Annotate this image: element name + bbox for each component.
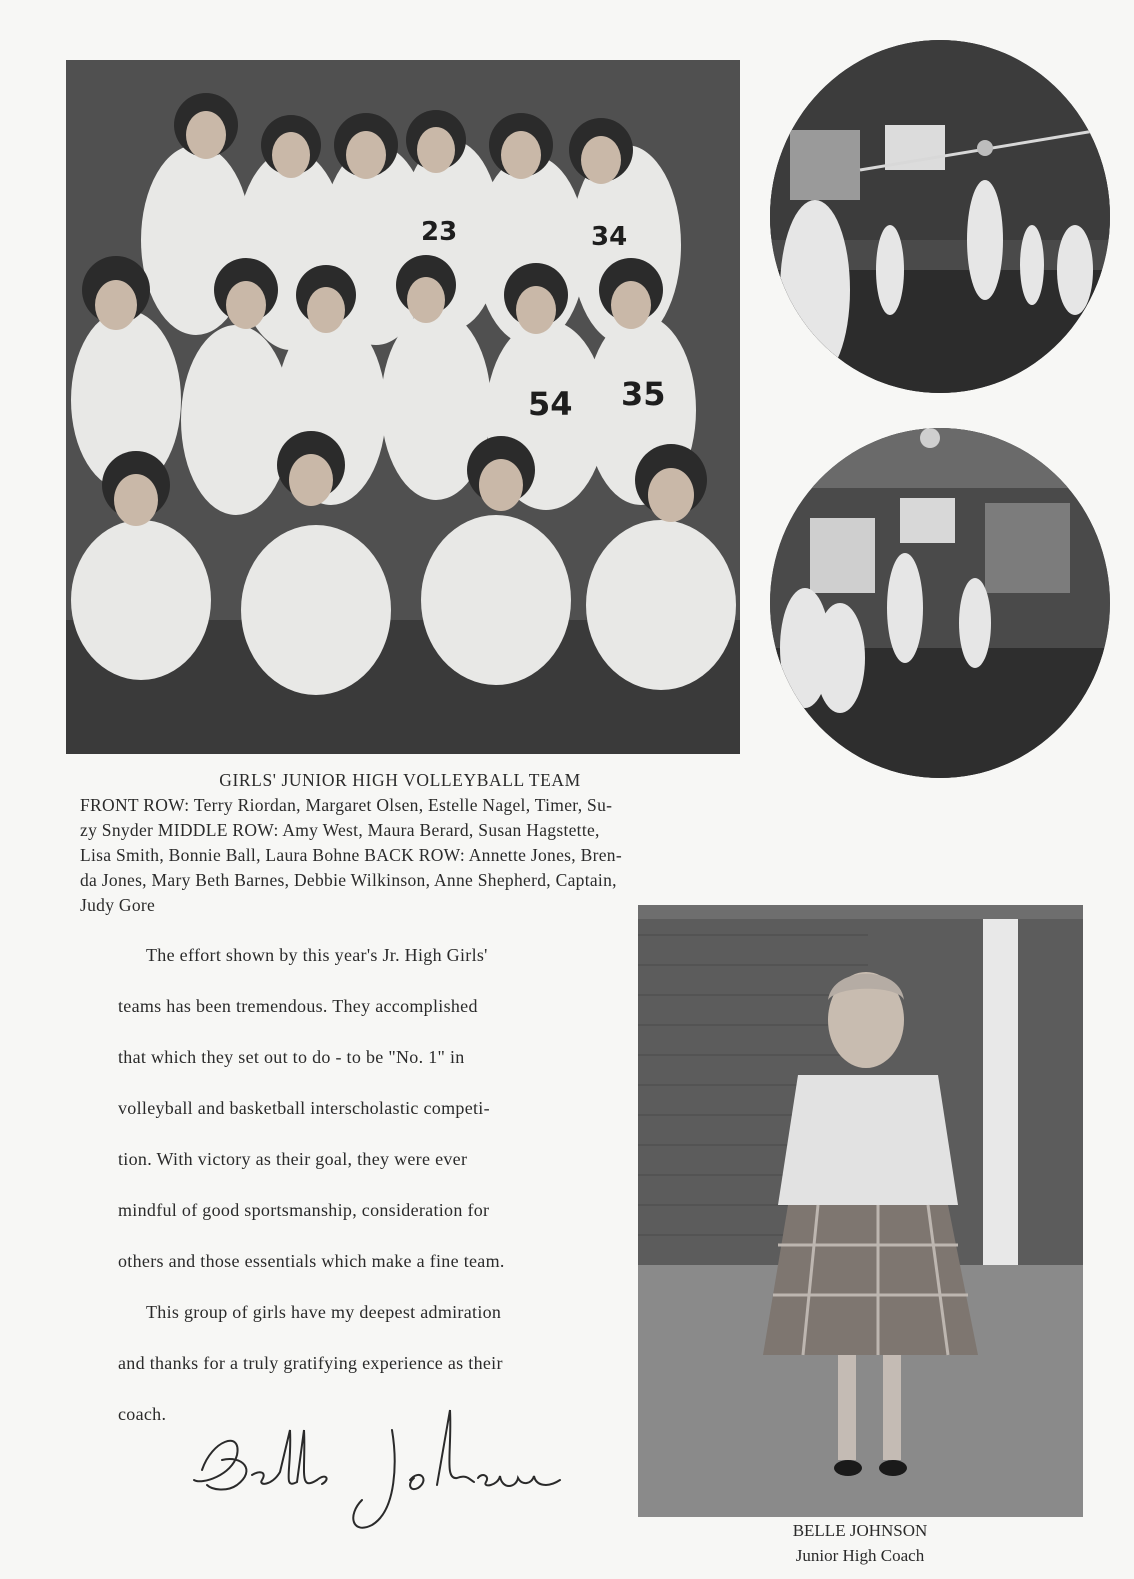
letter-line: teams has been tremendous. They accomplished: [118, 996, 478, 1016]
coach-caption: [760, 1518, 960, 1568]
caption-line: zy Snyder MIDDLE ROW: Amy West, Maura Berard, Susan Hagstette,: [80, 820, 600, 840]
letter-line: others and those essentials which make a fine team.: [118, 1251, 505, 1271]
svg-text:23: 23: [421, 217, 458, 247]
caption-line: Lisa Smith, Bonnie Ball, Laura Bohne BACK ROW: Annette Jones, Bren-: [80, 845, 622, 865]
svg-text:54: 54: [528, 385, 573, 423]
letter-line: tion. With victory as their goal, they were ever: [118, 1149, 468, 1169]
handwritten-signature: [182, 1400, 582, 1540]
letter-line: This group of girls have my deepest admiration: [146, 1302, 502, 1322]
action-photo-1: [770, 40, 1110, 393]
letter-line: volleyball and basketball interscholastic competi-: [118, 1098, 490, 1118]
caption-title: GIRLS' JUNIOR HIGH VOLLEYBALL TEAM: [219, 770, 581, 790]
coach-photo: [638, 905, 1083, 1517]
coach-title: Junior High Coach: [795, 1546, 925, 1565]
letter-line: coach.: [118, 1404, 167, 1424]
svg-text:34: 34: [591, 222, 628, 252]
caption-line: Judy Gore: [80, 895, 156, 915]
caption-line: da Jones, Mary Beth Barnes, Debbie Wilkinson, Anne Shepherd, Captain,: [80, 870, 617, 890]
svg-text:35: 35: [621, 375, 666, 413]
letter-line: mindful of good sportsmanship, consideration for: [118, 1200, 490, 1220]
letter-line: and thanks for a truly gratifying experience as their: [118, 1353, 503, 1373]
coach-name: BELLE JOHNSON: [792, 1521, 928, 1540]
letter-line: that which they set out to do - to be "No. 1" in: [118, 1047, 465, 1067]
team-photo: [66, 60, 740, 754]
letter-line: The effort shown by this year's Jr. High Girls': [146, 945, 488, 965]
team-caption: [80, 768, 720, 918]
caption-line: FRONT ROW: Terry Riordan, Margaret Olsen, Estelle Nagel, Timer, Su-: [80, 795, 613, 815]
action-photo-2: [770, 428, 1110, 778]
coach-letter: [118, 942, 578, 1452]
